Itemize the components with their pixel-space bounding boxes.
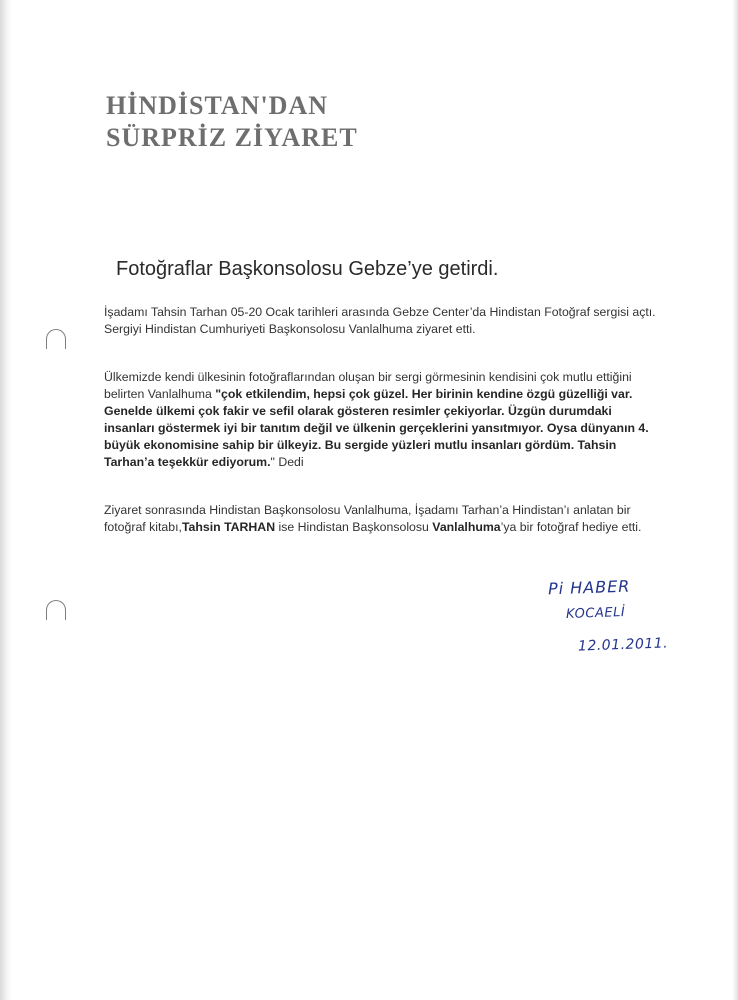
paragraph-2-intro: Ülkemizde kendi ülkesinin fotoğraflarından oluşan bir sergi görmesinin kendisini çok mutlu ettiğini belirten Vanlalhuma <box>104 370 632 401</box>
paragraph-3-name-vanlalhuma: Vanlalhuma <box>432 520 501 534</box>
subtitle: Fotoğraflar Başkonsolosu Gebze’ye getirdi. <box>116 258 499 280</box>
headline <box>106 90 358 154</box>
paragraph-1: İşadamı Tahsin Tarhan 05-20 Ocak tarihleri arasında Gebze Center’da Hindistan Fotoğraf sergisi açtı. Sergiyi Hindistan Cumhuriyeti Başkonsolosu Vanlalhuma ziyaret etti. <box>104 305 656 336</box>
scan-page-edge-left <box>0 0 12 1000</box>
headline-line-2: SÜRPRİZ ZİYARET <box>106 123 358 152</box>
paragraph-3-name-tarhan: Tahsin TARHAN <box>181 520 276 534</box>
paragraph-2-quote: "çok etkilendim, hepsi çok güzel. Her birinin kendine özgü güzelliği var. Genelde ülkemi çok fakir ve sefil olarak gösteren resimler çekiyorlar. Üzgün durumdaki insanları göstermek iyi bir tanıtım değil ve ülkenin gerçeklerini yansıtmıyor. Oysa dünyanın 4. büyük ekonomisine sahip bir ülkeyiz. Bu sergide yüzleri mutlu insanları gördüm. Tahsin Tarhan’a teşekkür ediyorum. <box>104 387 649 469</box>
paragraph-2-outro: " Dedi <box>270 455 304 469</box>
paragraph-3-part-1: Ziyaret sonrasında Hindistan Başkonsolosu Vanlalhuma, İşadamı Tarhan’a Hindistan’ı anlatan bir fotoğraf kitabı, <box>104 503 631 534</box>
punch-hole-top <box>46 329 66 349</box>
punch-hole-bottom <box>46 600 66 620</box>
scan-page-edge-right <box>732 0 738 1000</box>
handwritten-source: Pi HABER <box>547 576 631 599</box>
handwritten-date: 12.01.2011. <box>577 635 669 655</box>
paragraph-3-part-2: ise Hindistan Başkonsolosu <box>275 520 433 534</box>
handwritten-city: KOCAELİ <box>565 604 626 623</box>
paragraph-3 <box>104 502 664 536</box>
paragraph-3-part-3: ’ya bir fotoğraf hediye etti. <box>500 520 642 534</box>
headline-line-1: HİNDİSTAN'DAN <box>106 91 328 120</box>
paragraph-2 <box>104 369 664 471</box>
